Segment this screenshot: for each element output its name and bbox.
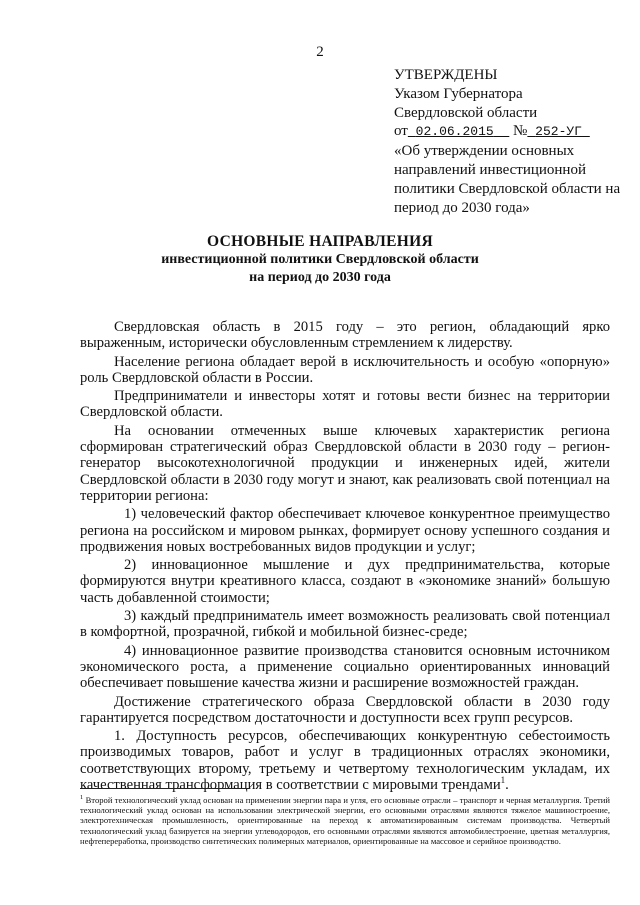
list-item: 1) человеческий фактор обеспечивает ключевое конкурентное преимущество региона на российском и мировом рынках, формирует основу успешного создания и продвижения новых востребованных видов продукции и услуг; [80,506,610,555]
approval-about-line: политики Свердловской области на [394,180,621,197]
approval-heading: УТВЕРЖДЕНЫ [394,67,498,83]
footnote [80,795,610,846]
approval-date-number-line [394,122,626,142]
paragraph: На основании отмеченных выше ключевых характеристик региона сформирован стратегический образ Свердловской области в 2030 году – регион-генератор высокотехнологичной продукции и инженерных идей, жители Свердловской области в 2030 году могут и знают, как реализовать свой потенциал на территории региона: [80,422,610,504]
paragraph: Достижение стратегического образа Свердловской области в 2030 году гарантируется посредством достаточности и доступности всех групп ресурсов. [80,693,610,726]
footnote-marker: 1 [80,794,84,802]
footnote-reference: 1 [500,775,506,786]
document-body [80,319,610,795]
list-item: 3) каждый предприниматель имеет возможность реализовать свой потенциал в комфортной, прозрачной, гибкой и мобильной бизнес-среде; [80,608,610,641]
title-main: ОСНОВНЫЕ НАПРАВЛЕНИЯ [207,233,433,250]
list-item: 4) инновационное развитие производства становится основным источником экономического роста, а применение социально ориентированных инноваций обеспечивает повышение качества жизни и расширение возможностей граждан. [80,642,610,692]
date-prefix: от [394,123,408,140]
number-prefix: № [513,123,528,140]
paragraph: Свердловская область в 2015 году – это регион, обладающий ярко выраженным, исторически обусловленным стремлением к лидерству. [80,319,610,352]
approval-region-line: Свердловской области [394,104,538,121]
title-line-2: инвестиционной политики Свердловской области [161,252,479,267]
section-1-text: 1. Доступность ресурсов, обеспечивающих конкурентную себестоимость производимых товаров, работ и услуг в традиционных отраслях экономики, соответствующих второму, третьему и четвертому технологическим укладам, их качественная трансформация в соответствии с мировыми трендами [80,728,610,794]
section-1-paragraph: 1. Доступность ресурсов, обеспечивающих конкурентную себестоимость производимых товаров, работ и услуг в традиционных отраслях экономики, соответствующих второму, третьему и четвертому технологическим укладам, их качественная трансформация в соответствии с мировыми трендами$^1$. [80,728,610,794]
approval-about-line: направлений инвестиционной [394,161,586,178]
footnote-text: Второй технологический уклад основан на применении энергии пара и угля, его основные отрасли – транспорт и черная металлургия. Третий технологический уклад основан на использовании электрической энергии, его основными отраслями являются тяжелое машиностроение, электротехническая промышленность, ориентированные на переход к автоматизированным системам производства. Четвертый технологический уклад базируется на энергии углеводородов, его основными отраслями являются автомобилестроение, цветная металлургия, нефтепереработка, производство синтетических полимерных материалов, ориентированные на массовое и серийное производство. [80,795,610,846]
paragraph: Предприниматели и инвесторы хотят и готовы вести бизнес на территории Свердловской области. [80,388,610,421]
decree-number: 252-УГ [535,124,582,140]
footnote-divider [80,788,250,789]
decree-date: 02.06.2015 [415,124,494,140]
approval-about-line: «Об утверждении основных [394,143,575,160]
document-title [0,233,640,287]
page-number: 2 [316,44,324,60]
list-item: 2) инновационное мышление и дух предпринимательства, которые формируются внутри креативного класса, создают в «экономике знаний» большую часть добавленной стоимости; [80,557,610,606]
approval-stamp [394,66,626,217]
paragraph: Население региона обладает верой в исключительность и особую «опорную» роль Свердловской области в России. [80,353,610,386]
approval-decree-line: Указом Губернатора [394,85,523,102]
title-line-3: на период до 2030 года [249,270,391,285]
approval-about-line: период до 2030 года» [394,199,530,216]
